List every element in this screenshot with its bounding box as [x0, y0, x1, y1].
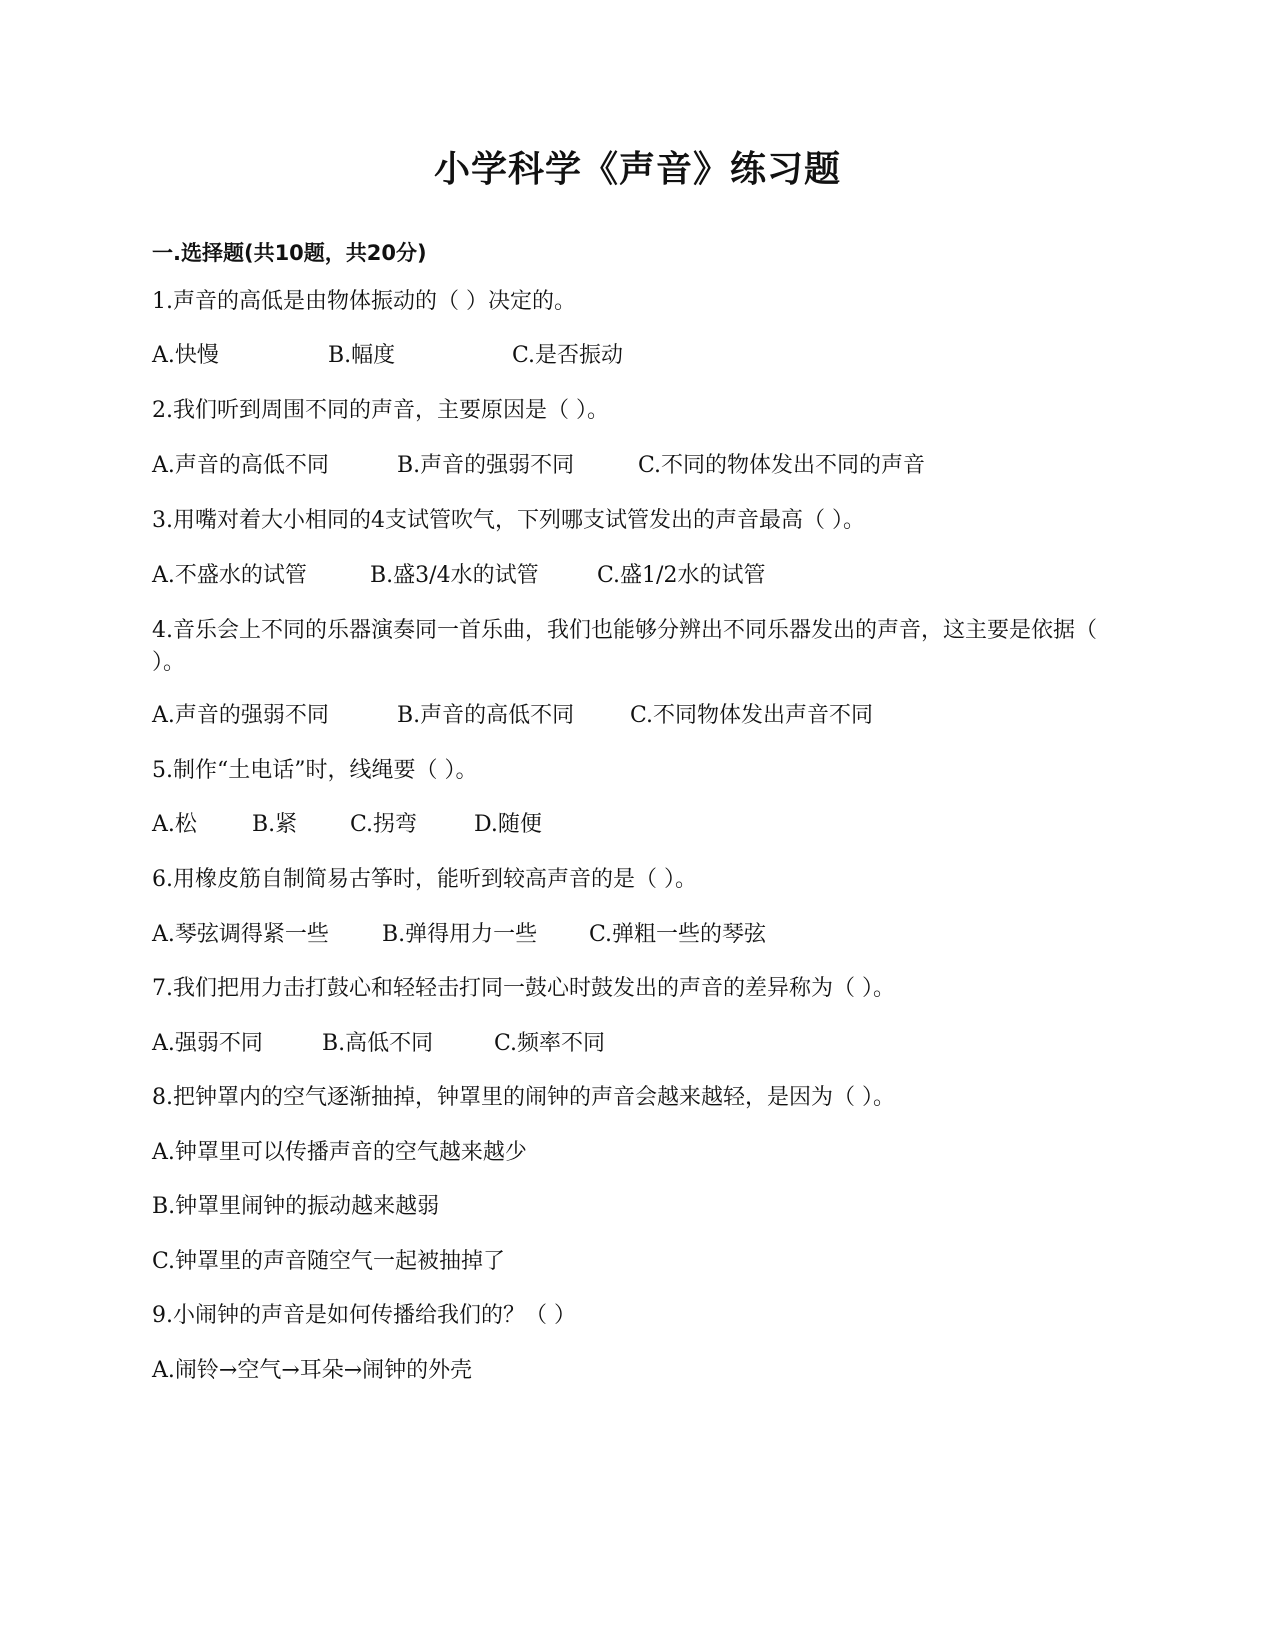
option: A.声音的高低不同 [152, 453, 329, 478]
question-stem: 1.声音的高低是由物体振动的（ ）决定的。 [152, 289, 576, 314]
option: A.快慢 [152, 343, 219, 368]
option: B.幅度 [328, 343, 396, 368]
question-stem: 6.用橡皮筋自制简易古筝时，能听到较高声音的是（ ）。 [152, 867, 697, 892]
option: B.声音的强弱不同 [397, 453, 575, 478]
option: C.弹粗一些的琴弦 [589, 922, 767, 947]
option: A.闹铃→空气→耳朵→闹钟的外壳 [152, 1358, 473, 1383]
option: D.随便 [474, 812, 542, 837]
option-row [152, 809, 1152, 841]
option: C.钟罩里的声音随空气一起被抽掉了 [152, 1249, 506, 1274]
option-row [152, 560, 1152, 592]
section-heading: 一.选择题(共10题，共20分) [152, 241, 427, 265]
option: C.不同物体发出声音不同 [630, 703, 874, 728]
option-row [152, 700, 1152, 732]
question-stem: 4.音乐会上不同的乐器演奏同一首乐曲，我们也能够分辨出不同乐器发出的声音，这主要是依据（ ）。 [152, 618, 1097, 675]
option: C.是否振动 [512, 343, 624, 368]
option: C.频率不同 [494, 1031, 606, 1056]
option: A.强弱不同 [152, 1031, 263, 1056]
option: C.不同的物体发出不同的声音 [638, 453, 926, 478]
question-stem: 9.小闹钟的声音是如何传播给我们的？（ ） [152, 1303, 576, 1328]
option-row [152, 450, 1152, 482]
question-stem: 3.用嘴对着大小相同的4支试管吹气，下列哪支试管发出的声音最高（ ）。 [152, 508, 865, 533]
option: C.盛1/2水的试管 [597, 563, 766, 588]
question-stem: 2.我们听到周围不同的声音，主要原因是（ ）。 [152, 398, 609, 423]
option-row [152, 1028, 1152, 1060]
option-row [152, 340, 1152, 372]
option: A.钟罩里可以传播声音的空气越来越少 [152, 1140, 527, 1165]
question-stem: 7.我们把用力击打鼓心和轻轻击打同一鼓心时鼓发出的声音的差异称为（ ）。 [152, 976, 895, 1001]
option: A.声音的强弱不同 [152, 703, 329, 728]
option: A.不盛水的试管 [152, 563, 307, 588]
option: B.声音的高低不同 [397, 703, 575, 728]
option: A.琴弦调得紧一些 [152, 922, 329, 947]
option: B.钟罩里闹钟的振动越来越弱 [152, 1194, 440, 1219]
question-stem: 8.把钟罩内的空气逐渐抽掉，钟罩里的闹钟的声音会越来越轻，是因为（ ）。 [152, 1085, 895, 1110]
option: C.拐弯 [350, 812, 418, 837]
option: B.高低不同 [322, 1031, 434, 1056]
option: B.弹得用力一些 [382, 922, 538, 947]
option: B.盛3/4水的试管 [370, 563, 539, 588]
page-title: 小学科学《声音》练习题 [433, 149, 841, 190]
option: B.紧 [252, 812, 298, 837]
option: A.松 [152, 812, 197, 837]
option-row [152, 919, 1152, 951]
question-stem: 5.制作“土电话”时，线绳要（ ）。 [152, 758, 478, 783]
